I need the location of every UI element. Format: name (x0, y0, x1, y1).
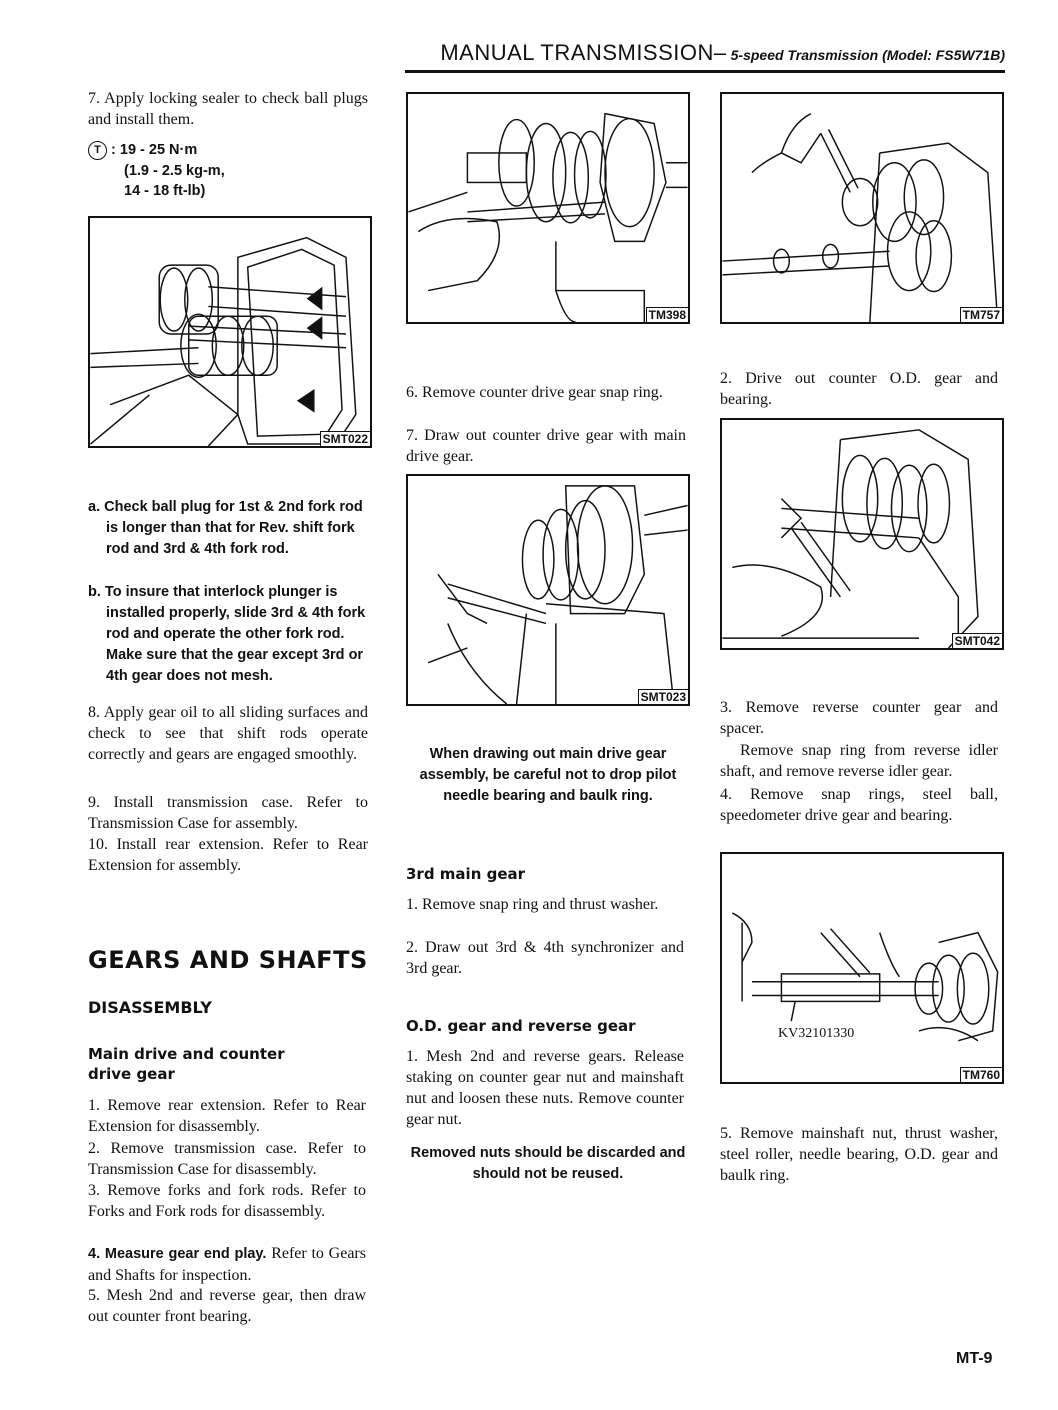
header-dash: – (713, 40, 727, 65)
torque-value-kgm: (1.9 - 2.5 kg-m, (124, 163, 225, 179)
page-header (405, 40, 1005, 66)
step-10-install-extension: 10. Install rear extension. Refer to Rear Extension for assembly. (88, 836, 368, 874)
step-4-rest-text: Refer to Gears and Shafts for inspection. (88, 1245, 366, 1284)
step-6-remove-snap-ring: 6. Remove counter drive gear snap ring. (406, 384, 663, 401)
heading-disassembly: DISASSEMBLY (88, 998, 212, 1017)
figure-label-smt023: SMT023 (638, 689, 688, 704)
figure-label-smt042: SMT042 (952, 633, 1002, 648)
disassembly-step-4 (88, 1243, 366, 1286)
figure-smt042 (720, 418, 1004, 650)
torque-icon: T (88, 141, 107, 160)
counter-od-gear-drive-out-illustration (722, 94, 1002, 322)
disassembly-step-1: 1. Remove rear extension. Refer to Rear Extension for disassembly. (88, 1097, 366, 1135)
header-rule (405, 70, 1005, 73)
step-7-locking-sealer: 7. Apply locking sealer to check ball plugs and install them. (88, 90, 368, 128)
header-subtitle: 5-speed Transmission (Model: FS5W71B) (730, 47, 1005, 63)
step-4-bold-text: 4. Measure gear end play. (88, 1246, 267, 1262)
disassembly-step-2: 2. Remove transmission case. Refer to Transmission Case for disassembly. (88, 1140, 366, 1178)
note-a-ball-plug: a. Check ball plug for 1st & 2nd fork rod is longer than that for Rev. shift fork rod and 3rd & 4th fork rod. (88, 499, 363, 557)
disassembly-step-5: 5. Mesh 2nd and reverse gear, then draw out counter front bearing. (88, 1287, 366, 1325)
caution-pilot-needle-bearing: When drawing out main drive gear assembly, be careful not to drop pilot needle bearing and baulk ring. (419, 746, 677, 804)
note-discard-nuts: Removed nuts should be discarded and should not be reused. (410, 1145, 686, 1182)
counter-gear-wrench-illustration (722, 420, 1002, 648)
heading-main-drive-line1: Main drive and counter (88, 1045, 285, 1063)
step-2-drive-out-od-gear: 2. Drive out counter O.D. gear and bearing. (720, 370, 998, 408)
step-4-remove-snap-rings: 4. Remove snap rings, steel ball, speedometer drive gear and bearing. (720, 786, 998, 824)
od-step-1: 1. Mesh 2nd and reverse gears. Release staking on counter gear nut and mainshaft nut and loosen these nuts. Remove counter gear nut. (406, 1048, 684, 1128)
torque-value-nm: : 19 - 25 N·m (111, 142, 198, 158)
note-b-interlock-plunger: b. To insure that interlock plunger is installed properly, slide 3rd & 4th fork rod and operate the other fork rod. Make sure that the gear except 3rd or 4th gear does not mesh. (88, 584, 366, 684)
heading-main-drive-line2: drive gear (88, 1065, 175, 1083)
figure-label-tm757: TM757 (960, 307, 1002, 322)
heading-gears-and-shafts: GEARS AND SHAFTS (88, 946, 368, 974)
torque-spec (88, 140, 368, 161)
figure-label-tm398: TM398 (646, 307, 688, 322)
step-7-draw-out-gear: 7. Draw out counter drive gear with main drive gear. (406, 427, 686, 465)
figure-tm757 (720, 92, 1004, 324)
header-title: MANUAL TRANSMISSION (440, 40, 714, 65)
page-number: MT-9 (956, 1350, 993, 1367)
transmission-ball-plug-illustration (90, 218, 370, 446)
step-3-remove-idler-gear: Remove snap ring from reverse idler shaft, and remove reverse idler gear. (720, 742, 998, 780)
figure-smt022 (88, 216, 372, 448)
tool-label-kv32101330: KV32101330 (778, 1026, 855, 1041)
figure-smt023 (406, 474, 690, 706)
main-drive-gear-puller-illustration (408, 476, 688, 704)
figure-tm398 (406, 92, 690, 324)
heading-3rd-main-gear: 3rd main gear (406, 865, 526, 883)
step-9-install-case: 9. Install transmission case. Refer to Transmission Case for assembly. (88, 794, 368, 832)
step-5-remove-mainshaft-nut: 5. Remove mainshaft nut, thrust washer, steel roller, needle bearing, O.D. gear and baulk ring. (720, 1125, 998, 1184)
heading-od-reverse-gear: O.D. gear and reverse gear (406, 1017, 636, 1035)
disassembly-step-3: 3. Remove forks and fork rods. Refer to Forks and Fork rods for disassembly. (88, 1182, 366, 1220)
figure-label-tm760: TM760 (960, 1067, 1002, 1082)
counter-drive-gear-snap-ring-illustration (408, 94, 688, 322)
3rd-gear-step-2: 2. Draw out 3rd & 4th synchronizer and 3rd gear. (406, 939, 684, 977)
mainshaft-nut-tool-illustration (722, 854, 1002, 1082)
step-3-remove-reverse-counter-gear: 3. Remove reverse counter gear and spacer. (720, 699, 998, 737)
figure-tm760 (720, 852, 1004, 1084)
step-8-apply-gear-oil: 8. Apply gear oil to all sliding surfaces and check to see that shift rods operate correctly and gears are engaged smoothly. (88, 704, 368, 763)
torque-value-ftlb: 14 - 18 ft-lb) (124, 183, 206, 199)
3rd-gear-step-1: 1. Remove snap ring and thrust washer. (406, 896, 659, 913)
figure-label-smt022: SMT022 (320, 431, 370, 446)
